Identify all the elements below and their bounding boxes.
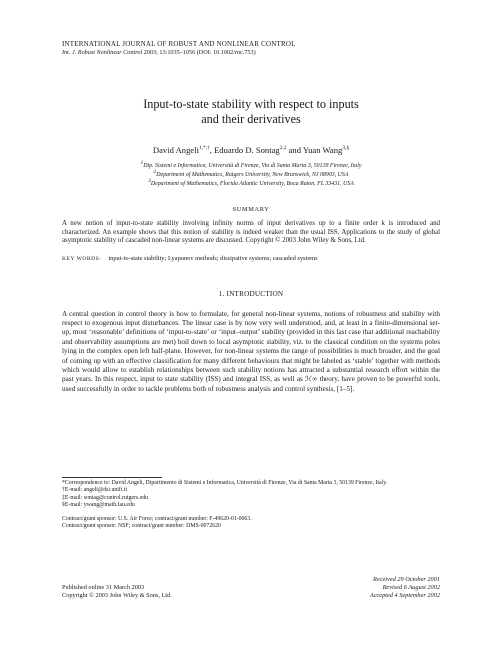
footnote-rule bbox=[62, 477, 162, 478]
author-separator: , bbox=[209, 145, 215, 155]
keywords-line bbox=[62, 255, 440, 262]
affiliation bbox=[62, 168, 440, 180]
published-date: Published online 31 March 2003 bbox=[62, 584, 145, 591]
revision-dates bbox=[370, 576, 440, 600]
affiliation-text: Dip. Sistemi e Informatica, Università di Firenze, Via di Santa Marta 3, 50139 Firenze, Italy bbox=[143, 163, 362, 169]
journal-citation bbox=[62, 49, 440, 57]
footnotes bbox=[62, 477, 440, 531]
author-name: David Angeli bbox=[152, 145, 199, 155]
contract-line: Contract/grant sponsor: NSF; contract/grant number: DMS-0072620 bbox=[62, 523, 221, 530]
affiliation-text: Department of Mathematics, Florida Atlantic University, Boca Raton, FL 33431, USA bbox=[150, 180, 354, 187]
contract-line: Contract/grant sponsor: U.S. Air Force; contract/grant number: F-49620-01-0063. bbox=[62, 516, 252, 523]
affiliation-mark: 3 bbox=[148, 177, 151, 184]
journal-volume-doi: 2003; 13:1035–1056 (DOI: 10.1002/rnc.753) bbox=[142, 49, 256, 56]
accepted-date: Accepted 4 September 2002 bbox=[369, 592, 440, 599]
affiliation-mark: 2 bbox=[153, 168, 157, 175]
author-mark: 1,*,† bbox=[198, 145, 210, 152]
contract-info bbox=[62, 516, 440, 531]
publication-info bbox=[62, 584, 172, 600]
footnote: §E-mail: ywang@math.fau.edu bbox=[62, 501, 135, 508]
keywords-label: KEY WORDS: bbox=[62, 255, 102, 262]
paper-first-page bbox=[62, 40, 440, 394]
abstract-text: A new notion of input-to-state stability involving infinity norms of input derivatives up to a finite order k is introduced and characterized. An example shows that this notion of stability is indeed weaker than the usual ISS. Applications to the study of global asymptotic stability of cascaded non-linear systems are discussed. Copyright © 2003 John Wiley & Sons, Ltd. bbox=[62, 220, 440, 245]
author-separator: and bbox=[286, 145, 303, 155]
affiliation-text: Department of Mathematics, Rutgers University, New Brunswick, NJ 08903, USA bbox=[156, 171, 349, 178]
affiliation-list bbox=[62, 162, 440, 188]
affiliation-mark: 1 bbox=[140, 160, 144, 167]
summary-heading: SUMMARY bbox=[232, 206, 270, 214]
keywords-text: input-to-state stability; Lyapunov methods; dissipative systems; cascaded systems bbox=[108, 254, 318, 262]
affiliation bbox=[62, 162, 440, 171]
copyright-notice: Copyright © 2003 John Wiley & Sons, Ltd. bbox=[62, 592, 172, 599]
intro-paragraph: A central question in control theory is how to formulate, for general non-linear systems, notions of robustness and stability with respect to exogenous input disturbances. The linear case is by now very well understood, and, at least in a finite-dimensional set-up, most ‘reasonable’ definitions of ‘input-to-state’ or ‘input–output’ stability (provided in this last case that additional reachability and observability assumptions are met) boil down to local asymptotic stability, viz. to the classical condition on the systems poles lying in the complex open left half-plane. However, for non-linear systems the range of possibilities is much broader, and the goal of coming up with an effective classification for many different behaviours that might be labeled as ‘stable’ together with methods which would allow to establish relationships between such stability notions has attracted a substantial research effort within the past years. In this respect, input to state stability (ISS) and integral ISS, as well as ℋ∞ theory, have proven to be powerful tools, used successfully in order to tackle problems both of robustness analysis and control synthesis, [1–5]. bbox=[62, 309, 440, 393]
author-name: Yuan Wang bbox=[302, 145, 343, 155]
author-mark: 2,‡ bbox=[279, 145, 287, 152]
footnote: *Correspondence to: David Angeli, Dipartimento di Sistemi e Informatica, Università di Firenze, Via di Santa Marta 3, 50139 Firenze, Italy. bbox=[62, 480, 388, 486]
affiliation bbox=[62, 177, 440, 189]
footnote: †E-mail: angeli@dsi.unifi.it bbox=[62, 487, 128, 494]
revised-date: Revised 6 August 2002 bbox=[382, 584, 440, 591]
author-mark: 3,§ bbox=[342, 145, 350, 152]
section-heading: 1. INTRODUCTION bbox=[218, 289, 284, 298]
journal-abbrev: Int. J. Robust Nonlinear Control bbox=[62, 49, 143, 56]
footnote: ‡E-mail: sontag@control.rutgers.edu bbox=[62, 494, 148, 501]
journal-name: INTERNATIONAL JOURNAL OF ROBUST AND NONLINEAR CONTROL bbox=[62, 40, 296, 48]
title-line-1: Input-to-state stability with respect to inputs bbox=[143, 97, 359, 111]
author-name: Eduardo D. Sontag bbox=[214, 145, 280, 155]
received-date: Received 29 October 2001 bbox=[373, 576, 440, 583]
paper-title bbox=[62, 97, 440, 126]
title-line-2: and their derivatives bbox=[201, 111, 301, 126]
author-list bbox=[62, 145, 440, 156]
